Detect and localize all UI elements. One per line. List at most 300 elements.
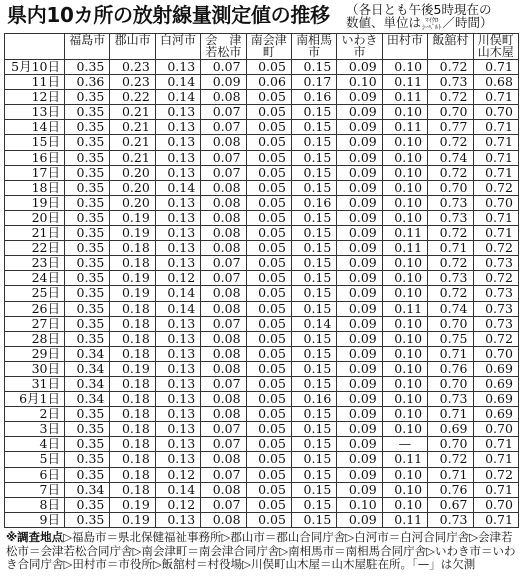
value-cell: 0.72 — [428, 256, 473, 271]
value-cell: 0.69 — [474, 392, 519, 407]
subtitle-text-end: ／時間） — [442, 15, 493, 30]
value-cell: 0.70 — [428, 377, 473, 392]
value-cell: 0.09 — [337, 90, 382, 105]
date-cell: 5月10日 — [5, 60, 65, 75]
value-cell: 0.35 — [65, 135, 110, 150]
value-cell: 0.68 — [474, 75, 519, 90]
value-cell: 0.08 — [201, 452, 246, 467]
value-cell: 0.12 — [156, 271, 201, 286]
value-cell: 0.10 — [383, 483, 428, 498]
value-cell: 0.21 — [110, 120, 155, 135]
value-cell: 0.13 — [156, 377, 201, 392]
value-cell: 0.05 — [247, 468, 292, 483]
value-cell: 0.05 — [247, 392, 292, 407]
value-cell: 0.13 — [156, 452, 201, 467]
value-cell: 0.70 — [474, 498, 519, 513]
value-cell: 0.72 — [428, 226, 473, 241]
value-cell: 0.08 — [201, 483, 246, 498]
value-cell: 0.09 — [337, 256, 382, 271]
value-cell: 0.72 — [428, 166, 473, 181]
value-cell: 0.09 — [337, 181, 382, 196]
value-cell: 0.15 — [292, 120, 337, 135]
value-cell: 0.11 — [383, 302, 428, 317]
column-header-line: 市 — [353, 44, 366, 59]
date-cell: 6日 — [5, 468, 65, 483]
value-cell: 0.19 — [110, 513, 155, 528]
value-cell: 0.10 — [337, 498, 382, 513]
value-cell: 0.15 — [292, 181, 337, 196]
column-header — [383, 34, 428, 60]
value-cell: 0.21 — [110, 135, 155, 150]
value-cell: 0.35 — [65, 271, 110, 286]
value-cell: 0.09 — [337, 196, 382, 211]
value-cell: 0.15 — [292, 483, 337, 498]
footnote-text: ▷福島市＝県北保健福祉事務所▷郡山市＝郡山合同庁舎▷白河市＝白河合同庁舎▷会津若松市＝会津若松合同庁舎▷南会津町＝南会津合同庁舎▷南相馬市＝南相馬合同庁舎▷いわき市＝いわき合同庁舎▷田村市＝市役所▷飯舘村＝村役場▷川俣町山木屋＝山木屋駐在所。「—」は欠測 — [6, 530, 516, 571]
value-cell: 0.72 — [474, 271, 519, 286]
value-cell: 0.35 — [65, 317, 110, 332]
value-cell: 0.09 — [337, 513, 382, 528]
value-cell: 0.11 — [383, 226, 428, 241]
date-cell: 3日 — [5, 422, 65, 437]
value-cell: 0.09 — [337, 60, 382, 75]
value-cell: 0.23 — [110, 60, 155, 75]
value-cell: 0.10 — [383, 422, 428, 437]
value-cell: 0.08 — [201, 407, 246, 422]
value-cell: 0.15 — [292, 377, 337, 392]
value-cell: 0.08 — [201, 302, 246, 317]
value-cell: 0.08 — [201, 332, 246, 347]
value-cell: 0.71 — [474, 513, 519, 528]
value-cell: 0.35 — [65, 422, 110, 437]
value-cell: 0.05 — [247, 286, 292, 301]
value-cell: 0.09 — [337, 332, 382, 347]
value-cell: 0.67 — [428, 498, 473, 513]
value-cell: 0.13 — [156, 347, 201, 362]
value-cell: 0.10 — [383, 151, 428, 166]
value-cell: 0.19 — [110, 286, 155, 301]
value-cell: 0.20 — [110, 196, 155, 211]
value-cell: 0.18 — [110, 302, 155, 317]
value-cell: 0.10 — [383, 271, 428, 286]
value-cell: 0.08 — [201, 362, 246, 377]
page-title: 県内10カ所の放射線量測定値の推移 — [7, 3, 330, 27]
value-cell: 0.08 — [201, 211, 246, 226]
value-cell: 0.08 — [201, 347, 246, 362]
value-cell: 0.71 — [474, 166, 519, 181]
value-cell: 0.10 — [383, 166, 428, 181]
value-cell: 0.10 — [383, 332, 428, 347]
value-cell: 0.13 — [156, 241, 201, 256]
date-cell: 8日 — [5, 498, 65, 513]
date-cell: 29日 — [5, 347, 65, 362]
value-cell: 0.10 — [383, 105, 428, 120]
value-cell: 0.10 — [383, 498, 428, 513]
value-cell: 0.10 — [383, 392, 428, 407]
column-header — [201, 34, 246, 60]
value-cell: 0.05 — [247, 90, 292, 105]
value-cell: 0.11 — [383, 75, 428, 90]
value-cell: 0.09 — [337, 437, 382, 452]
value-cell: 0.10 — [383, 407, 428, 422]
value-cell: 0.09 — [337, 468, 382, 483]
value-cell: 0.70 — [474, 422, 519, 437]
value-cell: 0.72 — [474, 468, 519, 483]
value-cell: — — [383, 437, 428, 452]
value-cell: 0.75 — [428, 332, 473, 347]
value-cell: 0.15 — [292, 226, 337, 241]
value-cell: 0.13 — [156, 105, 201, 120]
value-cell: 0.05 — [247, 302, 292, 317]
column-header — [65, 34, 110, 60]
value-cell: 0.18 — [110, 317, 155, 332]
value-cell: 0.70 — [474, 196, 519, 211]
value-cell: 0.73 — [428, 392, 473, 407]
value-cell: 0.69 — [428, 422, 473, 437]
value-cell: 0.13 — [156, 437, 201, 452]
value-cell: 0.11 — [383, 513, 428, 528]
unit-line-1: ﾏｲｸﾛ — [425, 16, 439, 24]
column-header-line: 南相馬 — [296, 34, 333, 47]
value-cell: 0.76 — [428, 362, 473, 377]
value-cell: 0.71 — [474, 90, 519, 105]
value-cell: 0.35 — [65, 286, 110, 301]
value-cell: 0.07 — [201, 271, 246, 286]
value-cell: 0.09 — [337, 120, 382, 135]
value-cell: 0.19 — [110, 362, 155, 377]
value-cell: 0.13 — [156, 422, 201, 437]
value-cell: 0.35 — [65, 498, 110, 513]
value-cell: 0.09 — [337, 286, 382, 301]
value-cell: 0.09 — [337, 166, 382, 181]
value-cell: 0.72 — [428, 286, 473, 301]
value-cell: 0.69 — [474, 407, 519, 422]
value-cell: 0.15 — [292, 211, 337, 226]
value-cell: 0.16 — [292, 196, 337, 211]
column-header — [156, 34, 201, 60]
value-cell: 0.15 — [292, 347, 337, 362]
date-cell: 25日 — [5, 286, 65, 301]
footnote — [6, 531, 518, 572]
value-cell: 0.10 — [383, 211, 428, 226]
value-cell: 0.73 — [428, 513, 473, 528]
date-cell: 21日 — [5, 226, 65, 241]
radiation-table — [4, 33, 519, 528]
value-cell: 0.18 — [110, 483, 155, 498]
value-cell: 0.10 — [383, 317, 428, 332]
value-cell: 0.18 — [110, 332, 155, 347]
value-cell: 0.35 — [65, 241, 110, 256]
value-cell: 0.05 — [247, 498, 292, 513]
value-cell: 0.73 — [428, 211, 473, 226]
value-cell: 0.07 — [201, 120, 246, 135]
value-cell: 0.05 — [247, 166, 292, 181]
value-cell: 0.14 — [156, 302, 201, 317]
value-cell: 0.15 — [292, 513, 337, 528]
value-cell: 0.77 — [428, 120, 473, 135]
date-cell: 6月1日 — [5, 392, 65, 407]
value-cell: 0.15 — [292, 60, 337, 75]
value-cell: 0.05 — [247, 422, 292, 437]
value-cell: 0.19 — [110, 226, 155, 241]
value-cell: 0.14 — [292, 317, 337, 332]
value-cell: 0.73 — [428, 271, 473, 286]
value-cell: 0.70 — [474, 105, 519, 120]
value-cell: 0.07 — [201, 151, 246, 166]
value-cell: 0.20 — [110, 166, 155, 181]
value-cell: 0.35 — [65, 151, 110, 166]
column-header-line: 山木屋 — [477, 44, 514, 59]
value-cell: 0.05 — [247, 135, 292, 150]
date-cell: 30日 — [5, 362, 65, 377]
date-cell: 19日 — [5, 196, 65, 211]
subtitle-text: 数値、単位は — [346, 15, 422, 30]
date-cell: 31日 — [5, 377, 65, 392]
value-cell: 0.74 — [428, 151, 473, 166]
value-cell: 0.15 — [292, 271, 337, 286]
value-cell: 0.05 — [247, 60, 292, 75]
column-header — [428, 34, 473, 60]
value-cell: 0.72 — [428, 60, 473, 75]
value-cell: 0.18 — [110, 407, 155, 422]
value-cell: 0.70 — [428, 105, 473, 120]
value-cell: 0.21 — [110, 105, 155, 120]
value-cell: 0.13 — [156, 513, 201, 528]
value-cell: 0.18 — [110, 392, 155, 407]
date-cell: 17日 — [5, 166, 65, 181]
column-header — [292, 34, 337, 60]
value-cell: 0.73 — [474, 302, 519, 317]
value-cell: 0.05 — [247, 362, 292, 377]
value-cell: 0.07 — [201, 317, 246, 332]
value-cell: 0.74 — [428, 302, 473, 317]
value-cell: 0.13 — [156, 226, 201, 241]
column-header-line: 飯舘村 — [432, 34, 469, 47]
value-cell: 0.15 — [292, 286, 337, 301]
value-cell: 0.13 — [156, 256, 201, 271]
value-cell: 0.15 — [292, 332, 337, 347]
value-cell: 0.15 — [292, 498, 337, 513]
value-cell: 0.71 — [474, 437, 519, 452]
value-cell: 0.09 — [337, 135, 382, 150]
value-cell: 0.15 — [292, 105, 337, 120]
value-cell: 0.35 — [65, 437, 110, 452]
value-cell: 0.14 — [156, 181, 201, 196]
value-cell: 0.07 — [201, 498, 246, 513]
value-cell: 0.12 — [156, 498, 201, 513]
value-cell: 0.71 — [428, 468, 473, 483]
value-cell: 0.21 — [110, 151, 155, 166]
value-cell: 0.10 — [383, 362, 428, 377]
value-cell: 0.15 — [292, 468, 337, 483]
date-cell: 27日 — [5, 317, 65, 332]
value-cell: 0.05 — [247, 241, 292, 256]
value-cell: 0.14 — [156, 483, 201, 498]
value-cell: 0.15 — [292, 362, 337, 377]
value-cell: 0.71 — [474, 120, 519, 135]
value-cell: 0.09 — [337, 105, 382, 120]
unit-label — [422, 17, 442, 30]
value-cell: 0.35 — [65, 105, 110, 120]
value-cell: 0.35 — [65, 407, 110, 422]
value-cell: 0.34 — [65, 347, 110, 362]
column-header-line: 白河市 — [159, 34, 196, 47]
value-cell: 0.05 — [247, 452, 292, 467]
value-cell: 0.08 — [201, 241, 246, 256]
column-header — [247, 34, 292, 60]
value-cell: 0.72 — [428, 90, 473, 105]
value-cell: 0.09 — [337, 302, 382, 317]
value-cell: 0.35 — [65, 196, 110, 211]
value-cell: 0.09 — [337, 392, 382, 407]
date-cell: 18日 — [5, 181, 65, 196]
value-cell: 0.13 — [156, 317, 201, 332]
value-cell: 0.18 — [110, 377, 155, 392]
value-cell: 0.72 — [428, 452, 473, 467]
value-cell: 0.14 — [156, 75, 201, 90]
value-cell: 0.11 — [383, 452, 428, 467]
value-cell: 0.35 — [65, 452, 110, 467]
column-header-line: 郡山市 — [114, 34, 151, 47]
value-cell: 0.18 — [110, 241, 155, 256]
value-cell: 0.05 — [247, 105, 292, 120]
column-header-line: いわき — [341, 34, 378, 47]
value-cell: 0.19 — [110, 271, 155, 286]
value-cell: 0.18 — [110, 452, 155, 467]
value-cell: 0.71 — [474, 452, 519, 467]
value-cell: 0.15 — [292, 256, 337, 271]
value-cell: 0.71 — [428, 241, 473, 256]
value-cell: 0.11 — [383, 120, 428, 135]
value-cell: 0.13 — [156, 196, 201, 211]
value-cell: 0.13 — [156, 151, 201, 166]
value-cell: 0.07 — [201, 166, 246, 181]
value-cell: 0.10 — [383, 256, 428, 271]
value-cell: 0.07 — [201, 437, 246, 452]
value-cell: 0.05 — [247, 256, 292, 271]
date-cell: 26日 — [5, 302, 65, 317]
value-cell: 0.15 — [292, 166, 337, 181]
value-cell: 0.34 — [65, 377, 110, 392]
value-cell: 0.70 — [428, 181, 473, 196]
value-cell: 0.05 — [247, 483, 292, 498]
value-cell: 0.09 — [337, 347, 382, 362]
value-cell: 0.73 — [474, 256, 519, 271]
value-cell: 0.16 — [292, 392, 337, 407]
value-cell: 0.09 — [337, 151, 382, 166]
value-cell: 0.71 — [474, 226, 519, 241]
value-cell: 0.09 — [337, 211, 382, 226]
date-cell: 5日 — [5, 452, 65, 467]
value-cell: 0.10 — [383, 286, 428, 301]
date-cell: 20日 — [5, 211, 65, 226]
value-cell: 0.15 — [292, 151, 337, 166]
value-cell: 0.05 — [247, 211, 292, 226]
column-header-line: 町 — [262, 44, 275, 59]
date-cell: 11日 — [5, 75, 65, 90]
header-corner-cell — [5, 34, 65, 60]
value-cell: 0.35 — [65, 211, 110, 226]
value-cell: 0.09 — [337, 407, 382, 422]
value-cell: 0.36 — [65, 75, 110, 90]
subtitle — [346, 3, 493, 30]
value-cell: 0.18 — [110, 468, 155, 483]
value-cell: 0.15 — [292, 407, 337, 422]
value-cell: 0.05 — [247, 226, 292, 241]
column-header — [110, 34, 155, 60]
value-cell: 0.72 — [474, 332, 519, 347]
value-cell: 0.19 — [110, 498, 155, 513]
value-cell: 0.35 — [65, 226, 110, 241]
column-header-line: 福島市 — [69, 34, 106, 47]
value-cell: 0.15 — [292, 422, 337, 437]
column-header-line: 田村市 — [386, 34, 423, 47]
value-cell: 0.15 — [292, 437, 337, 452]
footnote-label: ※調査地点 — [6, 530, 64, 544]
date-cell: 12日 — [5, 90, 65, 105]
value-cell: 0.35 — [65, 181, 110, 196]
value-cell: 0.69 — [474, 362, 519, 377]
value-cell: 0.10 — [383, 181, 428, 196]
value-cell: 0.10 — [383, 60, 428, 75]
value-cell: 0.34 — [65, 483, 110, 498]
value-cell: 0.13 — [156, 362, 201, 377]
value-cell: 0.18 — [110, 437, 155, 452]
value-cell: 0.08 — [201, 181, 246, 196]
value-cell: 0.35 — [65, 256, 110, 271]
value-cell: 0.18 — [110, 256, 155, 271]
value-cell: 0.73 — [428, 75, 473, 90]
value-cell: 0.07 — [201, 377, 246, 392]
value-cell: 0.71 — [474, 483, 519, 498]
value-cell: 0.07 — [201, 105, 246, 120]
value-cell: 0.15 — [292, 241, 337, 256]
value-cell: 0.10 — [383, 377, 428, 392]
value-cell: 0.13 — [156, 211, 201, 226]
value-cell: 0.72 — [474, 181, 519, 196]
value-cell: 0.05 — [247, 196, 292, 211]
value-cell: 0.18 — [110, 422, 155, 437]
column-header-line: 南会津 — [250, 34, 287, 47]
value-cell: 0.08 — [201, 513, 246, 528]
date-cell: 16日 — [5, 151, 65, 166]
value-cell: 0.09 — [337, 362, 382, 377]
value-cell: 0.08 — [201, 196, 246, 211]
date-cell: 7日 — [5, 483, 65, 498]
column-header-line: 川俣町 — [477, 34, 514, 47]
value-cell: 0.05 — [247, 513, 292, 528]
value-cell: 0.09 — [337, 483, 382, 498]
value-cell: 0.09 — [201, 75, 246, 90]
value-cell: 0.14 — [156, 90, 201, 105]
value-cell: 0.05 — [247, 332, 292, 347]
value-cell: 0.09 — [337, 422, 382, 437]
value-cell: 0.07 — [201, 60, 246, 75]
value-cell: 0.13 — [156, 166, 201, 181]
value-cell: 0.05 — [247, 407, 292, 422]
value-cell: 0.05 — [247, 377, 292, 392]
value-cell: 0.35 — [65, 513, 110, 528]
value-cell: 0.17 — [292, 75, 337, 90]
value-cell: 0.09 — [337, 317, 382, 332]
column-header-line: 市 — [308, 44, 321, 59]
value-cell: 0.35 — [65, 60, 110, 75]
value-cell: 0.05 — [247, 181, 292, 196]
column-header — [474, 34, 519, 60]
value-cell: 0.35 — [65, 332, 110, 347]
value-cell: 0.12 — [156, 468, 201, 483]
date-cell: 13日 — [5, 105, 65, 120]
value-cell: 0.09 — [337, 377, 382, 392]
